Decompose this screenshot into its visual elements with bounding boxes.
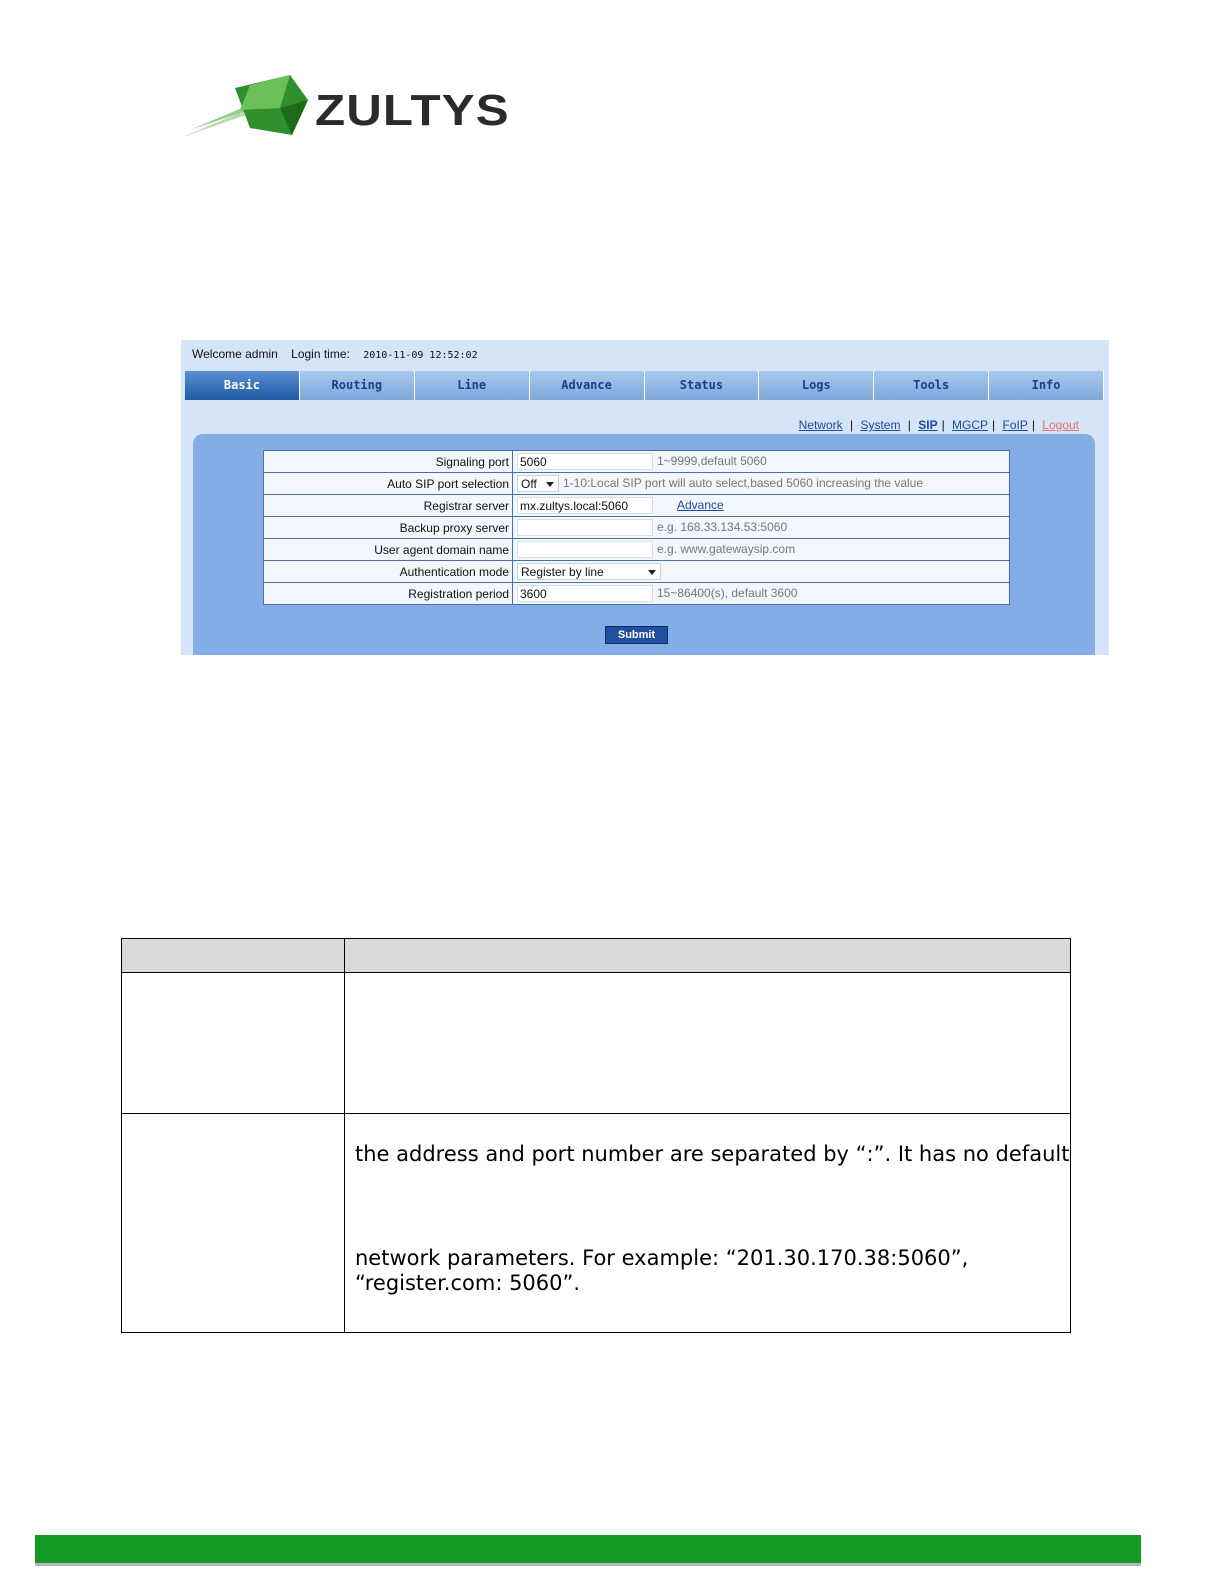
- auto-sip-port-value: Off: [521, 477, 537, 491]
- registration-period-input[interactable]: 3600: [517, 585, 653, 602]
- tab-line[interactable]: Line: [415, 371, 530, 400]
- user-agent-domain-hint: e.g. www.gatewaysip.com: [657, 541, 796, 556]
- main-tabs: [185, 371, 1104, 400]
- sub-navigation: Network | System | SIP | MGCP | FoIP | Logout: [798, 418, 1079, 432]
- auto-sip-port-select[interactable]: [517, 475, 559, 492]
- table-row: [122, 1114, 1071, 1333]
- description-line: network parameters. For example: “201.30.170.38:5060”,: [355, 1246, 969, 1270]
- tab-info[interactable]: Info: [989, 371, 1104, 400]
- tab-routing[interactable]: Routing: [300, 371, 415, 400]
- form-row: [264, 517, 1010, 539]
- sip-settings-panel: [193, 434, 1095, 655]
- zultys-logo: [180, 70, 520, 150]
- sublink-sip[interactable]: SIP: [918, 418, 938, 432]
- form-row: [264, 583, 1010, 605]
- footer-green-bar: [35, 1535, 1141, 1566]
- welcome-bar: [192, 347, 488, 361]
- sublink-foip[interactable]: FoIP: [1002, 418, 1028, 432]
- backup-proxy-label: Backup proxy server: [264, 517, 513, 539]
- sublink-logout[interactable]: Logout: [1042, 418, 1079, 432]
- backup-proxy-input[interactable]: [517, 519, 653, 536]
- tab-logs[interactable]: Logs: [759, 371, 874, 400]
- sublink-network[interactable]: Network: [798, 418, 843, 432]
- parameter-description-table: [121, 938, 1071, 1333]
- registrar-server-label: Registrar server: [264, 495, 513, 517]
- auth-mode-select[interactable]: [517, 563, 661, 580]
- logo-emblem-icon: [180, 70, 320, 150]
- sublink-mgcp[interactable]: MGCP: [952, 418, 989, 432]
- tab-basic[interactable]: Basic: [185, 371, 300, 400]
- form-row: [264, 495, 1010, 517]
- chevron-down-icon: [546, 482, 554, 487]
- form-row: [264, 561, 1010, 583]
- table-row: [122, 973, 1071, 1114]
- signaling-port-label: Signaling port: [264, 451, 513, 473]
- user-agent-domain-label: User agent domain name: [264, 539, 513, 561]
- signaling-port-hint: 1~9999,default 5060: [657, 453, 767, 468]
- advance-link[interactable]: Advance: [677, 497, 724, 512]
- welcome-text: Welcome admin: [192, 347, 278, 361]
- form-row: [264, 451, 1010, 473]
- form-row: [264, 473, 1010, 495]
- tab-tools[interactable]: Tools: [874, 371, 989, 400]
- auto-sip-port-label: Auto SIP port selection: [264, 473, 513, 495]
- submit-button[interactable]: Submit: [605, 626, 668, 644]
- logo-wordmark: ZULTYS: [315, 86, 510, 135]
- sublink-system[interactable]: System: [860, 418, 901, 432]
- table-cell-name: [122, 1114, 345, 1333]
- header-cell-parameter: [122, 939, 345, 973]
- form-row: [264, 539, 1010, 561]
- backup-proxy-hint: e.g. 168.33.134.53:5060: [657, 519, 788, 534]
- description-line: the address and port number are separated by “:”. It has no default: [355, 1142, 1070, 1166]
- user-agent-domain-input[interactable]: [517, 541, 653, 558]
- registrar-server-input[interactable]: mx.zultys.local:5060: [517, 497, 653, 514]
- table-cell-name: [122, 973, 345, 1114]
- chevron-down-icon: [648, 570, 656, 575]
- gateway-admin-screenshot: [181, 340, 1109, 655]
- tab-advance[interactable]: Advance: [530, 371, 645, 400]
- auto-sip-port-hint: 1-10:Local SIP port will auto select,based 5060 increasing the value: [563, 475, 924, 490]
- description-line: “register.com: 5060”.: [355, 1271, 581, 1295]
- sip-settings-form: [263, 450, 1010, 605]
- registration-period-label: Registration period: [264, 583, 513, 605]
- table-header-row: [122, 939, 1071, 973]
- login-label: Login time:: [291, 347, 350, 361]
- header-cell-description: [345, 939, 1071, 973]
- table-cell-description: [345, 973, 1071, 1114]
- login-time: 2010-11-09 12:52:02: [363, 350, 478, 361]
- auth-mode-label: Authentication mode: [264, 561, 513, 583]
- tab-status[interactable]: Status: [645, 371, 760, 400]
- signaling-port-input[interactable]: 5060: [517, 453, 653, 470]
- table-cell-description: [345, 1114, 1071, 1333]
- registration-period-hint: 15~86400(s), default 3600: [657, 585, 798, 600]
- auth-mode-value: Register by line: [521, 565, 604, 579]
